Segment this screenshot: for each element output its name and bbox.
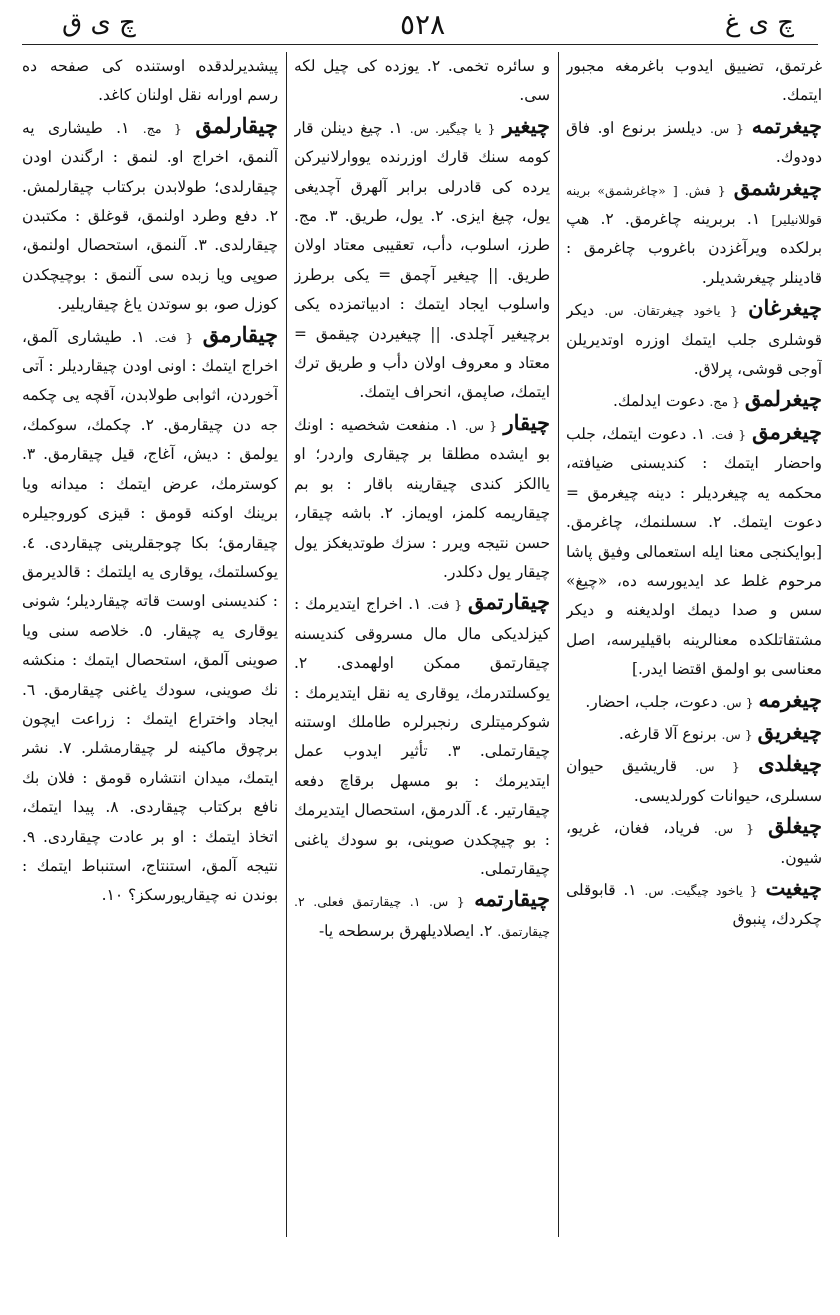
entry-definition: فرياد، فغان، غريو، شيون. [566, 819, 822, 867]
dictionary-entry [566, 749, 822, 811]
dictionary-entry [566, 873, 822, 935]
entry-grammar-note: { س. [710, 120, 744, 136]
entry-definition: پيشديرلدقده اوستنده كى صفحه ده رسم اوراىه نقل اولنان كاغد. [22, 57, 278, 105]
column-divider-right [558, 52, 559, 1237]
entry-grammar-note: { ياخود چيگيت. س. [644, 882, 758, 898]
entry-grammar-note: { ياخود چيغرتقان. س. [604, 303, 738, 319]
dictionary-entry [566, 685, 822, 717]
entry-headword: چيغرمه [758, 686, 822, 712]
dictionary-entry [566, 293, 822, 384]
entry-headword: چيغرمق [752, 418, 822, 444]
running-head-right: چ ى غ [724, 8, 794, 38]
dictionary-entry [22, 52, 278, 111]
entry-definition: ١. قابوقلى چكردك، پنبوق [566, 880, 822, 929]
entry-headword: چيغير [502, 112, 550, 138]
entry-grammar-note: { س. [722, 694, 754, 710]
entry-definition: دعوت ايدلمك. [612, 392, 705, 411]
entry-headword: چيغرتمه [751, 112, 822, 138]
entry-definition: ١. منفعت شخصيه : اونك بو ايشده مطلقا بر چيقارى واردر؛ او ياالكز كندى چيقارينه باقار : بو بم چيقاريمه كلمز، اويماز. ٢. باشه چيقار، حسن نتيجه ويرر : سزك طوتديغكز يول چيقار يول دكلدر. [294, 415, 550, 581]
page-number: ٥٢٨ [400, 8, 446, 41]
entry-definition: ديكر قوشلرى جلب ايتمك اوزره اوتديريلن آوجى قوشى، پرلاق. [566, 301, 822, 379]
entry-definition: قاريشيق حيوان سسلرى، حيوانات كورلديسى. [566, 757, 822, 805]
entry-headword: چيغريق [757, 718, 822, 744]
page-header [22, 6, 822, 40]
entry-grammar-note: { مج. [709, 394, 740, 410]
dictionary-entry [566, 384, 822, 416]
entry-headword: چيقارتمق [467, 589, 550, 615]
entry-grammar-note: { فت. [711, 426, 747, 442]
entry-definition: دعوت، جلب، احضار. [585, 692, 718, 711]
dictionary-entry [566, 717, 822, 749]
dictionary-entry [566, 173, 822, 294]
entry-headword: چيغلدى [758, 751, 822, 777]
entry-definition: ٢. ايصلاديلهرق برسطحه يا- [318, 921, 493, 940]
entry-definition: برنوع آلا قارغه. [618, 724, 717, 743]
dictionary-entry [566, 111, 822, 173]
entry-headword: چيغرغان [748, 295, 822, 321]
entry-headword: چيقارتمه [474, 886, 550, 912]
column-divider-left [286, 52, 287, 1237]
entry-definition: ١. چيغ دينلن قار كومه سنك قارك اوزرنده يووارلانيركن يرده كى قادرلى برابر آلهرق آچديغى يول، چيغ ايزى. ٢. يول، طريق. ٣. مج. طرز، اسلوب، دأب، تعقيبى معتاد اولان طريق. || چيغير آچمق = يكى برطرز واسلوب ايجاد ايتمك : ادبياتمزده يكى برچيغير آچلدى. || چيغيردن چيقمق = معتاد و معروف اولان دأب و طريق ترك ايتمك، صاپمق، انحراف ايتمك. [294, 118, 550, 402]
entry-headword: چيغرلمق [744, 386, 822, 412]
entry-grammar-note: { فت. [427, 597, 463, 613]
column-middle [294, 52, 550, 1237]
dictionary-entry [566, 417, 822, 685]
entry-grammar-note: { س. [721, 726, 753, 742]
entry-grammar-note: { يا چيگير. س. [409, 120, 496, 136]
dictionary-entry [294, 52, 550, 111]
entry-definition: ١. دعوت ايتمك، جلب واحضار ايتمك : كنديسنى ضيافته، محكمه يه چيغرديلر : دينه چيغرمق = دعوت ايتمك. ٢. سسلنمك، چاغرمق. [بوايكنجى معنا ايله استعمالى وفيق پاشا مرحوم غلط عد ايديورسه ده، «چيغ» سس و صدا ديمك اولديغنه و ديكر مشتقاتلكده معنالرينه باقيليرسه، اصل معناسى بو اولمق اقتضا ايدر.] [566, 424, 822, 679]
entry-grammar-note: { س. [695, 759, 740, 775]
entry-definition: ١. بربرينه چاغرمق. ٢. هپ برلكده ويرآغزدن باغروب چاغرمق : قادينلر چيغرشديلر. [566, 210, 822, 287]
entry-grammar-note: { فش. [ «چاغرشمق» برينه قوللانيلير] [566, 182, 822, 228]
entry-headword: چيغرشمق [733, 174, 822, 200]
dictionary-entry [22, 111, 278, 320]
dictionary-entry [22, 320, 278, 911]
column-left [22, 52, 278, 1237]
entry-grammar-note: { س. [713, 821, 755, 837]
dictionary-entry [566, 811, 822, 873]
dictionary-entry [294, 884, 550, 946]
entry-headword: چيقارلمق [195, 112, 278, 138]
entry-definition: ١. طيشارى آلمق، اخراج ايتمك : اونى اودن چيقارديلر : آتى آخوردن، اثوابى طولابدن، آقچه يى چكمه جه دن چيقارمق. ٢. چكمك، سوكمك، يولمق : ديش، آغاج، قيل چيقارمق. ٣. كوسترمك، عرض ايتمك : ميدانه ويا برينك اوكنه قومق : قيزى كوروجيلره چيقارمق؛ بكا چوجقلرينى چيقاردى. ٤. يوكسلتمك، يوقارى يه ايلتمك : قالديرمق : كنديسنى اوست قاته چيقارديلر؛ شونى يوقارى يه چيقار. ٥. خلاصه سنى ويا صوينى آلمق، استحصال ايتمك : منكشه نك صوينى، سودك ياغنى چيقارمق. ٦. ايجاد واختراع ايتمك : زراعت ايچون برچوق ماكينه لر چيقارمشلر. ٧. نشر ايتمك، ميدان انتشاره قومق : فلان بك نافع بركتاب چيقاردى. ٨. پيدا ايتمك، اتخاذ ايتمك : او بر عادت چيقاردى. ٩. نتيجه آلمق، استنتاج، استنباط ايتمك : بوندن نه چيقاريورسكز؟ ١٠. [22, 327, 278, 905]
dictionary-entry [294, 111, 550, 408]
entry-headword: چيقار [503, 409, 550, 435]
running-head-left: چ ى ق [62, 8, 136, 38]
entry-headword: چيقارمق [202, 321, 278, 347]
entry-definition: ديلسز برنوع او. فاق دودوك. [566, 118, 822, 167]
entry-grammar-note: { س. ١. چيقارتمق فعلى. ٢. چيقارتمق. [294, 894, 550, 939]
entry-headword: چيغيت [765, 874, 822, 900]
entry-definition: غرتمق، تضييق ايدوب باغرمغه مجبور ايتمك. [566, 57, 822, 105]
entry-grammar-note: { س. [464, 417, 498, 433]
dictionary-entry [294, 587, 550, 884]
entry-grammar-note: { مج. [142, 120, 182, 136]
dictionary-entry [566, 52, 822, 111]
dictionary-entry [294, 408, 550, 587]
column-right [566, 52, 822, 1237]
entry-definition: و سائره تخمى. ٢. يوزده كى چيل لكه سى. [294, 57, 550, 105]
entry-definition: ١. طيشارى يه آلنمق، اخراج او. لنمق : ارگندن اودن چيقارلدى؛ طولابدن بركتاب چيقارلمش. ٢. دفع وطرد اولنمق، قوغلق : مكتبدن چيقارلدى. ٣. آلنمق، استحصال اولنمق، صوپى ويا زبده سى آلنمق : بوچيچكدن كوزل صو، بو سوتدن ياغ چيقاريلير. [22, 118, 278, 314]
entry-grammar-note: { فت. [154, 329, 194, 345]
header-rule [22, 44, 818, 45]
entry-definition: ١. اخراج ايتديرمك : كيزلديكى مال مال مسروقى كنديسنه چيقارتمق ممكن اولهمدى. ٢. يوكسلتدرمك، يوقارى يه نقل ايتديرمك : شوكرميتلرى رنجبرلره طاملك اوستنه چيقارتملى. ٣. تأثير ايدوب عمل ايتديرمك : بو مسهل برقاچ دفعه چيقارتير. ٤. آلدرمق، استحصال ايتديرمك : بو چيچكدن صوينى، بو سودك ياغنى چيقارتملى. [294, 595, 550, 878]
entry-headword: چيغلق [768, 813, 822, 839]
